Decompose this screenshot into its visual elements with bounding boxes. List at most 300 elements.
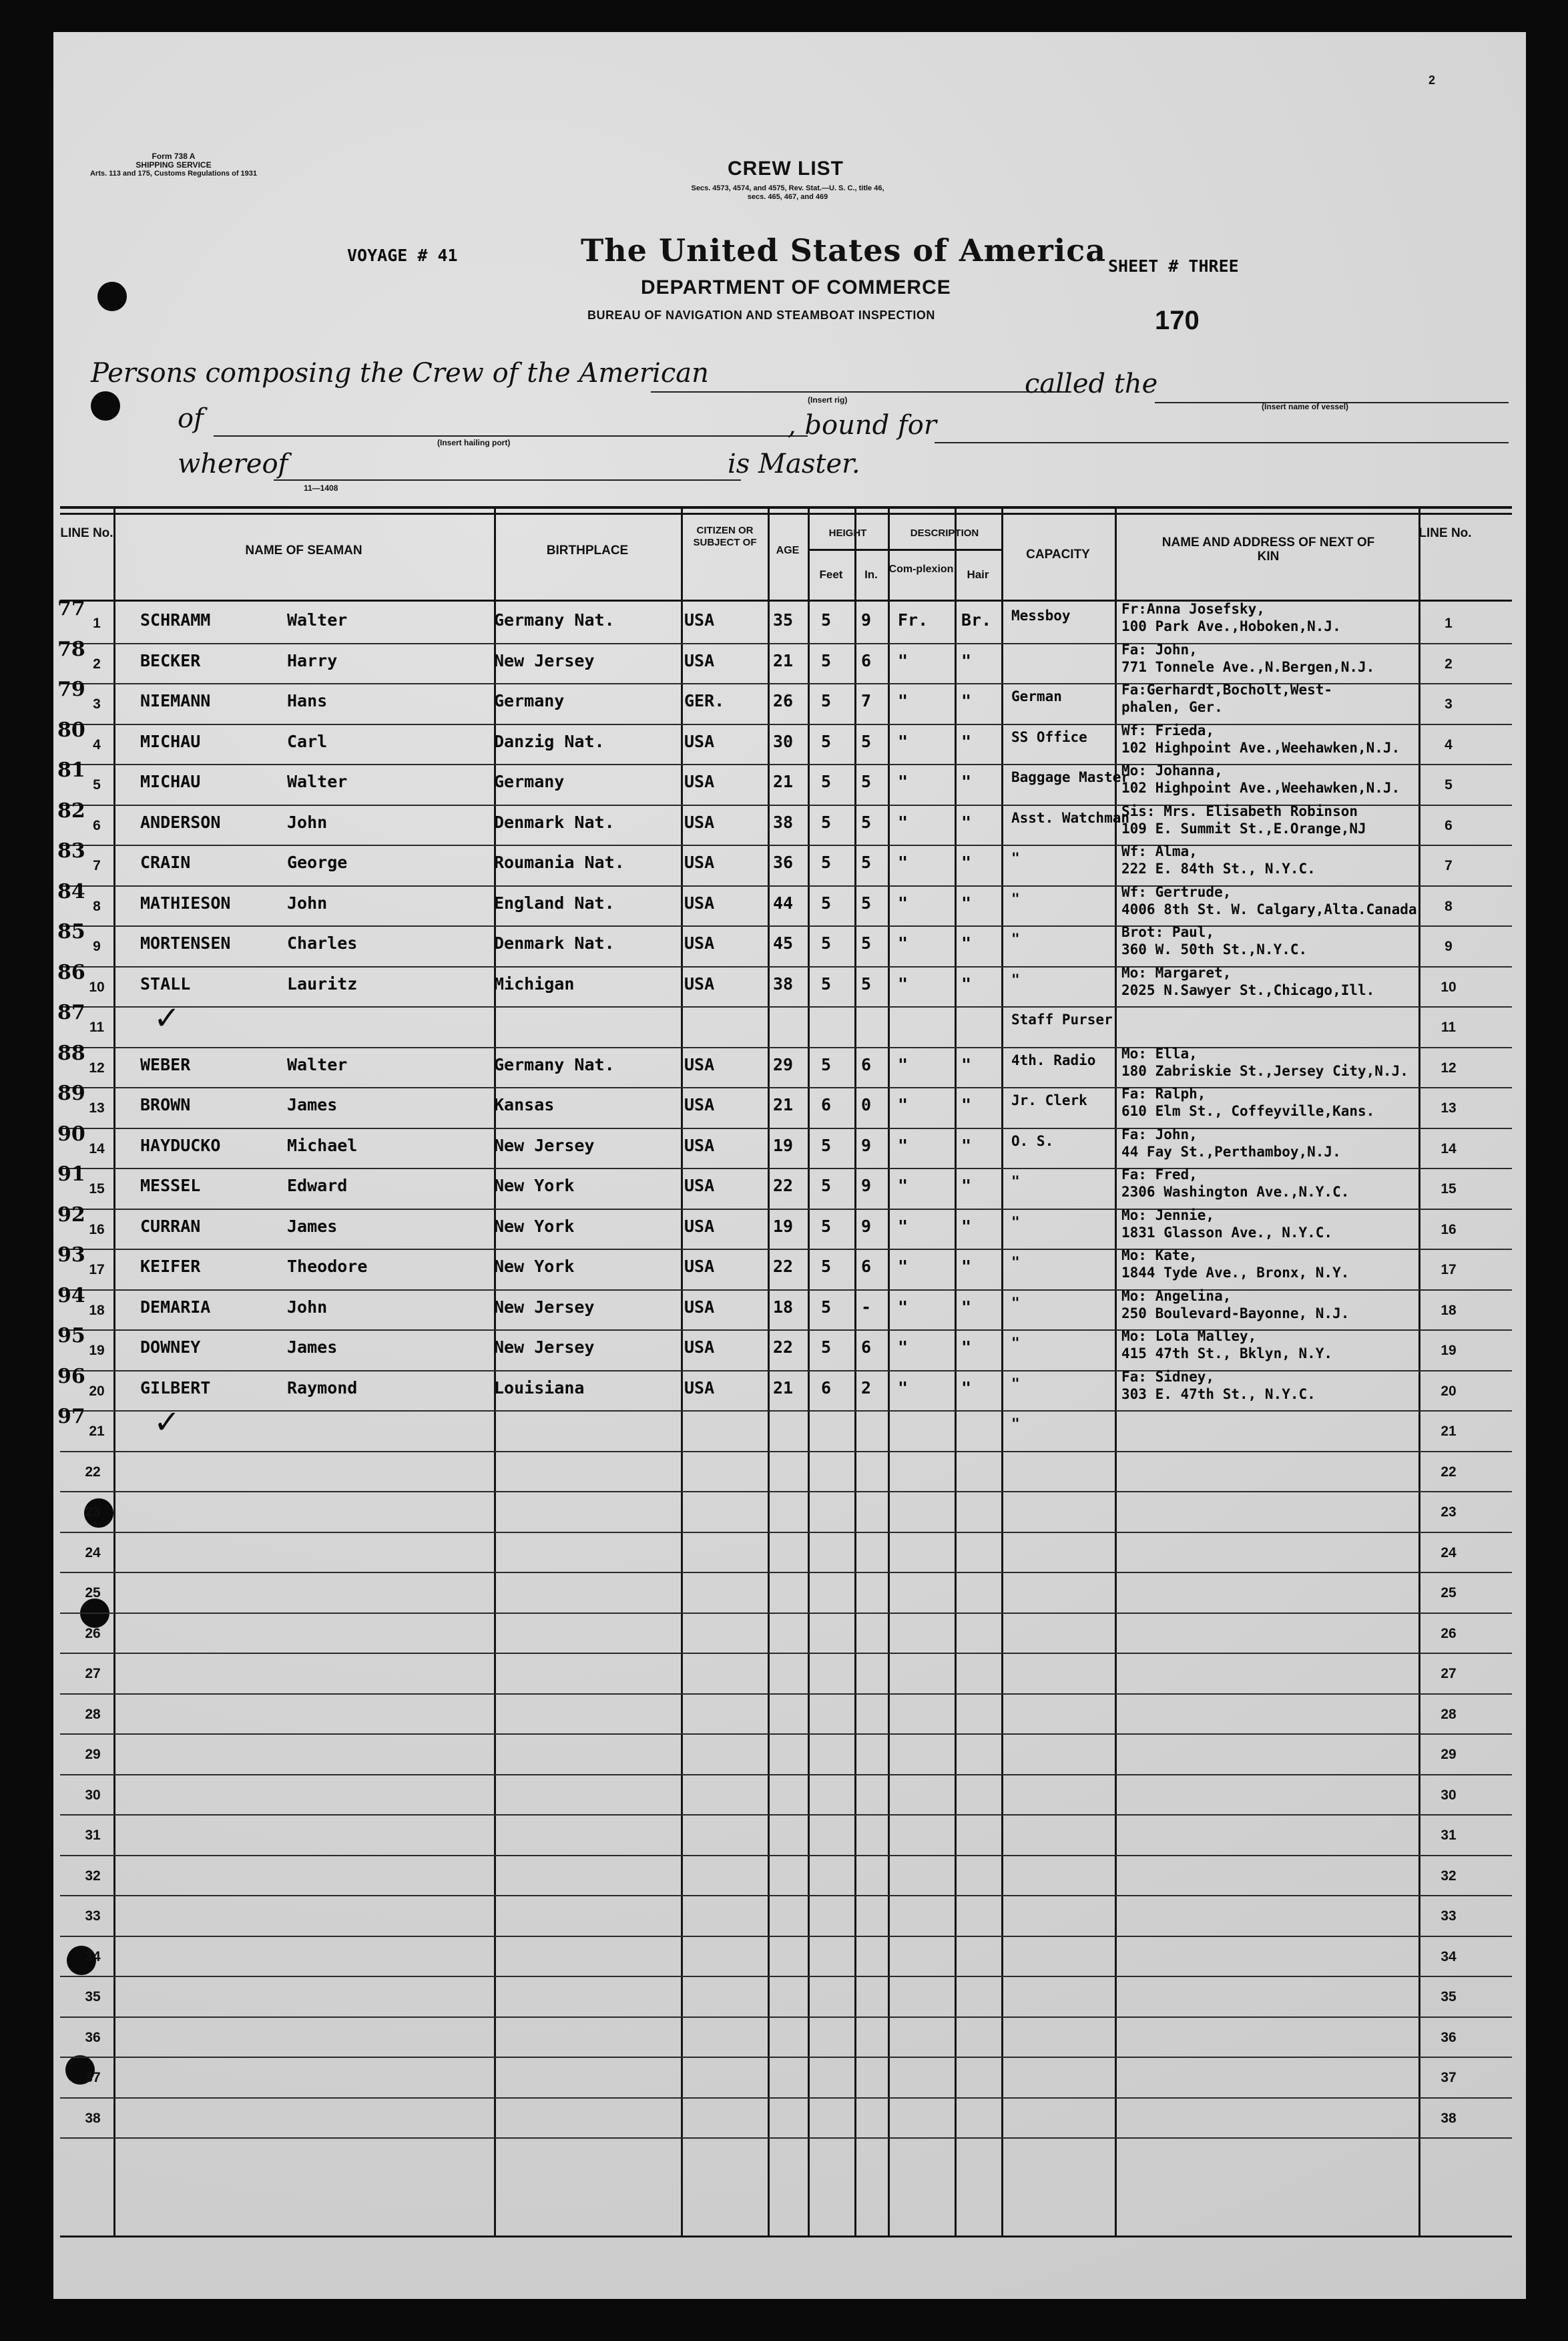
height-feet: 5 xyxy=(821,691,832,710)
age: 22 xyxy=(773,1337,794,1357)
line-number-right: 6 xyxy=(1445,817,1453,833)
intro-is-master: is Master. xyxy=(728,449,860,479)
col-height: HEIGHT xyxy=(828,527,867,539)
row-rule xyxy=(60,1653,1512,1654)
line-number: 20 xyxy=(89,1383,105,1399)
height-inches: 6 xyxy=(861,1337,872,1357)
seaman-surname: SCHRAMM xyxy=(140,610,211,630)
seaman-given-name: Theodore xyxy=(287,1257,368,1276)
line-number: 22 xyxy=(85,1464,101,1480)
row-rule xyxy=(60,1168,1512,1169)
line-number-right: 1 xyxy=(1445,616,1453,631)
line-number-right: 36 xyxy=(1441,2029,1457,2045)
complexion: " xyxy=(898,1176,908,1195)
line-number-right: 34 xyxy=(1441,1948,1457,1964)
line-number-right: 30 xyxy=(1441,1787,1457,1803)
birthplace: New Jersey xyxy=(494,650,595,670)
age: 22 xyxy=(773,1257,794,1276)
line-number: 16 xyxy=(89,1221,105,1237)
height-feet: 5 xyxy=(821,1176,832,1195)
line-number: 9 xyxy=(93,939,101,954)
next-of-kin-name: Mo: Kate, xyxy=(1121,1247,1198,1263)
seaman-given-name: James xyxy=(287,1095,338,1114)
age: 30 xyxy=(773,731,794,751)
form-number: Form 738 A SHIPPING SERVICE Arts. 113 and 175, Customs Regulations of 1931 xyxy=(89,152,258,178)
age: 26 xyxy=(773,691,794,710)
birthplace: Germany Nat. xyxy=(494,610,615,630)
seaman-surname: STALL xyxy=(140,974,191,994)
handwritten-crew-number: 85 xyxy=(57,920,85,943)
height-inches: 9 xyxy=(861,1176,872,1195)
line-number: 2 xyxy=(93,656,101,672)
handwritten-crew-number: 91 xyxy=(57,1162,85,1186)
line-number: 7 xyxy=(93,858,101,873)
row-rule xyxy=(60,1733,1512,1735)
complexion: " xyxy=(898,1257,908,1276)
birthplace: Denmark Nat. xyxy=(494,812,615,832)
line-number: 24 xyxy=(85,1544,101,1560)
row-rule xyxy=(60,1532,1512,1533)
height-inches: 9 xyxy=(861,1135,872,1155)
col-inches: In. xyxy=(864,568,878,581)
capacity: Baggage Master xyxy=(1011,769,1130,785)
height-feet: 5 xyxy=(821,1135,832,1155)
height-feet: 5 xyxy=(821,772,832,791)
intro-line-1: Persons composing the Crew of the American xyxy=(91,358,709,389)
seaman-given-name: Harry xyxy=(287,650,338,670)
line-number-right: 35 xyxy=(1441,1989,1457,2004)
citizenship: USA xyxy=(684,650,715,670)
handwritten-crew-number: 92 xyxy=(57,1203,85,1227)
line-number: 29 xyxy=(85,1747,101,1762)
handwritten-crew-number: 83 xyxy=(57,839,85,863)
row-rule xyxy=(60,1855,1512,1856)
citizenship: USA xyxy=(684,1176,715,1195)
line-number-right: 22 xyxy=(1441,1464,1457,1480)
birthplace: New Jersey xyxy=(494,1135,595,1155)
handwritten-crew-number: 93 xyxy=(57,1243,85,1267)
handwritten-crew-number: 79 xyxy=(57,678,85,701)
complexion: " xyxy=(898,1135,908,1155)
line-number-right: 32 xyxy=(1441,1868,1457,1884)
height-feet: 5 xyxy=(821,933,832,953)
line-number-right: 38 xyxy=(1441,2110,1457,2126)
age: 36 xyxy=(773,853,794,872)
row-rule xyxy=(60,643,1512,644)
row-rule xyxy=(60,2137,1512,2139)
hair: " xyxy=(961,1054,972,1074)
complexion: " xyxy=(898,650,908,670)
line-number: 15 xyxy=(89,1181,105,1197)
next-of-kin-address: 109 E. Summit St.,E.Orange,NJ xyxy=(1121,820,1366,837)
col-next-of-kin: NAME AND ADDRESS OF NEXT OF KIN xyxy=(1161,536,1375,564)
next-of-kin-name: Fr:Anna Josefsky, xyxy=(1121,601,1265,617)
row-rule xyxy=(60,1329,1512,1331)
insert-rig-label: (Insert rig) xyxy=(808,395,848,405)
seaman-surname: ANDERSON xyxy=(140,812,221,832)
capacity: SS Office xyxy=(1011,728,1087,745)
citizenship: USA xyxy=(684,853,715,872)
hair: " xyxy=(961,691,972,710)
seaman-surname: CURRAN xyxy=(140,1216,201,1236)
complexion: " xyxy=(898,893,908,913)
line-number-right: 19 xyxy=(1441,1343,1457,1358)
seaman-given-name: Walter xyxy=(287,772,348,791)
next-of-kin-address: 100 Park Ave.,Hoboken,N.J. xyxy=(1121,618,1341,634)
line-number-right: 14 xyxy=(1441,1140,1457,1156)
line-number: 31 xyxy=(85,1828,101,1843)
complexion: " xyxy=(898,1337,908,1357)
height-inches: - xyxy=(861,1297,872,1317)
birthplace: Louisiana xyxy=(494,1377,585,1398)
line-number-right: 37 xyxy=(1441,2070,1457,2085)
line-number-right: 18 xyxy=(1441,1302,1457,1318)
next-of-kin-address: 1844 Tyde Ave., Bronx, N.Y. xyxy=(1121,1265,1350,1281)
handwritten-crew-number: 77 xyxy=(57,597,85,620)
complexion: " xyxy=(898,853,908,872)
seaman-surname: MESSEL xyxy=(140,1176,201,1195)
line-number: 37 xyxy=(85,2070,101,2085)
hair: " xyxy=(961,1337,972,1357)
next-of-kin-address: 360 W. 50th St.,N.Y.C. xyxy=(1121,941,1308,957)
age: 21 xyxy=(773,772,794,791)
sheet-number: SHEET # THREE xyxy=(1108,256,1239,276)
page-number: 170 xyxy=(1155,306,1200,335)
handwritten-crew-number: 82 xyxy=(57,799,85,823)
citizenship: USA xyxy=(684,610,715,630)
next-of-kin-address: 2306 Washington Ave.,N.Y.C. xyxy=(1121,1184,1350,1200)
intro-bound-for: , bound for xyxy=(788,410,937,441)
next-of-kin-address: 250 Boulevard-Bayonne, N.J. xyxy=(1121,1305,1350,1321)
seaman-given-name: Carl xyxy=(287,731,328,751)
citizenship: USA xyxy=(684,812,715,832)
capacity: " xyxy=(1011,1173,1020,1189)
birthplace: Denmark Nat. xyxy=(494,933,615,953)
next-of-kin-name: Mo: Lola Malley, xyxy=(1121,1328,1257,1344)
col-line-no-right: LINE No. xyxy=(1418,526,1472,540)
line-number: 26 xyxy=(85,1625,101,1641)
next-of-kin-address: 180 Zabriskie St.,Jersey City,N.J. xyxy=(1121,1062,1408,1079)
insert-port-label: (Insert hailing port) xyxy=(437,438,511,447)
capacity: Messboy xyxy=(1011,608,1071,624)
next-of-kin-address: 415 47th St., Bklyn, N.Y. xyxy=(1121,1345,1333,1361)
complexion: " xyxy=(898,772,908,791)
next-of-kin-name: Brot: Paul, xyxy=(1121,924,1215,940)
line-number: 3 xyxy=(93,696,101,712)
citizenship: USA xyxy=(684,1257,715,1276)
height-inches: 5 xyxy=(861,772,872,791)
row-rule xyxy=(60,1451,1512,1452)
complexion: " xyxy=(898,812,908,832)
capacity: German xyxy=(1011,688,1062,704)
line-number-right: 12 xyxy=(1441,1060,1457,1076)
handwritten-crew-number: 86 xyxy=(57,960,85,984)
seaman-given-name: Walter xyxy=(287,610,348,630)
row-rule xyxy=(60,2097,1512,2099)
col-line-no: LINE No. xyxy=(60,526,113,540)
capacity: " xyxy=(1011,1213,1020,1230)
seaman-given-name: James xyxy=(287,1216,338,1236)
next-of-kin-address: 303 E. 47th St., N.Y.C. xyxy=(1121,1386,1316,1402)
birthplace: Roumania Nat. xyxy=(494,853,625,872)
line-number: 10 xyxy=(89,979,105,995)
voyage-number: VOYAGE # 41 xyxy=(347,246,458,265)
handwritten-crew-number: 87 xyxy=(57,1001,85,1024)
handwritten-crew-number: 78 xyxy=(57,637,85,661)
crew-list-document xyxy=(53,32,1526,2299)
height-feet: 5 xyxy=(821,731,832,751)
hair: " xyxy=(961,893,972,913)
row-rule xyxy=(60,1249,1512,1250)
line-number-right: 31 xyxy=(1441,1828,1457,1843)
row-rule xyxy=(60,2016,1512,2018)
age: 21 xyxy=(773,1377,794,1398)
line-number: 27 xyxy=(85,1666,101,1681)
birthplace: New Jersey xyxy=(494,1297,595,1317)
citizenship: USA xyxy=(684,1297,715,1317)
complexion: Fr. xyxy=(898,610,929,630)
birthplace: Michigan xyxy=(494,974,575,994)
next-of-kin-address: 44 Fay St.,Perthamboy,N.J. xyxy=(1121,1143,1341,1160)
citizenship: USA xyxy=(684,1095,715,1114)
height-feet: 5 xyxy=(821,1257,832,1276)
row-rule xyxy=(60,1976,1512,1977)
next-of-kin-address: 222 E. 84th St., N.Y.C. xyxy=(1121,861,1316,877)
seaman-given-name: John xyxy=(287,812,328,832)
insert-vessel-label: (Insert name of vessel) xyxy=(1262,402,1349,411)
line-number: 30 xyxy=(85,1787,101,1803)
line-number: 11 xyxy=(89,1020,105,1035)
hair: " xyxy=(961,731,972,751)
handwritten-crew-number: 84 xyxy=(57,879,85,903)
row-rule xyxy=(60,1209,1512,1210)
height-inches: 5 xyxy=(861,731,872,751)
birthplace: England Nat. xyxy=(494,893,615,913)
line-number-right: 20 xyxy=(1441,1383,1457,1399)
height-feet: 5 xyxy=(821,812,832,832)
hair: " xyxy=(961,1216,972,1236)
next-of-kin-name: Wf: Gertrude, xyxy=(1121,883,1232,900)
handwritten-crew-number: 95 xyxy=(57,1324,85,1347)
citizenship: USA xyxy=(684,1337,715,1357)
birthplace: New York xyxy=(494,1216,575,1236)
capacity: 4th. Radio xyxy=(1011,1052,1096,1068)
line-number: 14 xyxy=(89,1140,105,1156)
seaman-surname: MICHAU xyxy=(140,772,201,791)
check-mark: ✓ xyxy=(154,1000,181,1037)
row-rule xyxy=(60,1370,1512,1371)
height-inches: 5 xyxy=(861,853,872,872)
document-title: CREW LIST xyxy=(728,158,844,180)
line-number-right: 8 xyxy=(1445,898,1453,914)
citizenship: USA xyxy=(684,772,715,791)
line-number-right: 26 xyxy=(1441,1625,1457,1641)
line-number: 36 xyxy=(85,2029,101,2045)
next-of-kin-name: Mo: Johanna, xyxy=(1121,763,1223,779)
height-feet: 5 xyxy=(821,1297,832,1317)
row-rule xyxy=(60,1289,1512,1291)
row-rule xyxy=(60,1410,1512,1412)
complexion: " xyxy=(898,1216,908,1236)
capacity: " xyxy=(1011,1335,1020,1351)
line-number: 34 xyxy=(85,1948,101,1964)
complexion: " xyxy=(898,933,908,953)
seaman-surname: DOWNEY xyxy=(140,1337,201,1357)
line-number: 13 xyxy=(89,1100,105,1116)
row-rule xyxy=(60,925,1512,927)
line-number-right: 5 xyxy=(1445,777,1453,793)
seaman-surname: BECKER xyxy=(140,650,201,670)
seaman-given-name: Lauritz xyxy=(287,974,358,994)
next-of-kin-name: Fa: Fred, xyxy=(1121,1166,1198,1183)
citizenship: USA xyxy=(684,1377,715,1398)
line-number-right: 23 xyxy=(1441,1504,1457,1520)
handwritten-crew-number: 89 xyxy=(57,1082,85,1105)
next-of-kin-name: Mo: Angelina, xyxy=(1121,1287,1232,1304)
seaman-given-name: George xyxy=(287,853,348,872)
handwritten-crew-number: 94 xyxy=(57,1283,85,1307)
seaman-given-name: Michael xyxy=(287,1135,358,1155)
line-number: 1 xyxy=(93,616,101,631)
next-of-kin-address: 102 Highpoint Ave.,Weehawken,N.J. xyxy=(1121,739,1400,756)
row-rule xyxy=(60,1814,1512,1816)
col-hair: Hair xyxy=(967,568,989,581)
line-number-right: 33 xyxy=(1441,1908,1457,1924)
seaman-given-name: Raymond xyxy=(287,1377,358,1398)
height-inches: 2 xyxy=(861,1377,872,1398)
handwritten-crew-number: 88 xyxy=(57,1041,85,1065)
col-capacity: CAPACITY xyxy=(1026,548,1090,562)
citizenship: GER. xyxy=(684,691,725,710)
next-of-kin-address: 610 Elm St., Coffeyville,Kans. xyxy=(1121,1103,1375,1119)
row-rule xyxy=(60,764,1512,765)
hair: Br. xyxy=(961,610,992,630)
next-of-kin-name: Fa: John, xyxy=(1121,641,1198,658)
intro-line-3: whereof xyxy=(178,449,288,479)
citizenship: USA xyxy=(684,1054,715,1074)
capacity: " xyxy=(1011,850,1020,866)
next-of-kin-address: 102 Highpoint Ave.,Weehawken,N.J. xyxy=(1121,780,1400,796)
citizenship: USA xyxy=(684,1216,715,1236)
complexion: " xyxy=(898,1054,908,1074)
hair: " xyxy=(961,1377,972,1398)
seaman-given-name: James xyxy=(287,1337,338,1357)
line-number: 8 xyxy=(93,898,101,914)
complexion: " xyxy=(898,731,908,751)
hair: " xyxy=(961,772,972,791)
seaman-given-name: Charles xyxy=(287,933,358,953)
next-of-kin-address: phalen, Ger. xyxy=(1121,699,1223,715)
col-description: DESCRIPTION xyxy=(910,527,979,539)
line-number: 4 xyxy=(93,736,101,753)
line-number: 17 xyxy=(89,1262,105,1277)
complexion: " xyxy=(898,974,908,994)
seaman-given-name: Walter xyxy=(287,1054,348,1074)
height-inches: 9 xyxy=(861,610,872,630)
age: 35 xyxy=(773,610,794,630)
birthplace: New York xyxy=(494,1176,575,1195)
row-rule xyxy=(60,1491,1512,1492)
birthplace: Kansas xyxy=(494,1095,555,1114)
next-of-kin-name: Wf: Frieda, xyxy=(1121,722,1215,738)
hair: " xyxy=(961,650,972,670)
height-inches: 5 xyxy=(861,933,872,953)
country-title: The United States of America xyxy=(581,232,1107,268)
seaman-surname: BROWN xyxy=(140,1095,191,1114)
row-rule xyxy=(60,885,1512,887)
punch-hole xyxy=(97,282,127,311)
line-number-right: 4 xyxy=(1445,736,1453,753)
punch-hole xyxy=(91,391,120,421)
line-number-right: 16 xyxy=(1441,1221,1457,1237)
form-code: 11—1408 xyxy=(304,483,338,493)
line-number: 18 xyxy=(89,1302,105,1318)
line-number: 19 xyxy=(89,1343,105,1358)
seaman-surname: MATHIESON xyxy=(140,893,231,913)
line-number-right: 2 xyxy=(1445,656,1453,672)
line-number-right: 29 xyxy=(1441,1747,1457,1762)
line-number-right: 24 xyxy=(1441,1544,1457,1560)
capacity: " xyxy=(1011,971,1020,988)
row-rule xyxy=(60,1693,1512,1695)
height-inches: 0 xyxy=(861,1095,872,1114)
line-number: 33 xyxy=(85,1908,101,1924)
capacity: " xyxy=(1011,931,1020,947)
seaman-surname: DEMARIA xyxy=(140,1297,211,1317)
hair: " xyxy=(961,974,972,994)
hair: " xyxy=(961,853,972,872)
seaman-given-name: Hans xyxy=(287,691,328,710)
statute-reference: Secs. 4573, 4574, and 4575, Rev. Stat.—U. S. C., title 46, secs. 465, 467, and 469 xyxy=(691,184,884,201)
capacity: " xyxy=(1011,890,1020,907)
next-of-kin-name: Mo: Jennie, xyxy=(1121,1207,1215,1223)
capacity: Staff Purser xyxy=(1011,1012,1113,1028)
height-feet: 5 xyxy=(821,1337,832,1357)
col-feet: Feet xyxy=(819,568,843,581)
line-number-right: 21 xyxy=(1441,1424,1457,1439)
citizenship: USA xyxy=(684,933,715,953)
intro-line-2: of xyxy=(178,403,204,434)
row-rule xyxy=(60,966,1512,968)
citizenship: USA xyxy=(684,731,715,751)
hair: " xyxy=(961,1135,972,1155)
next-of-kin-address: 1831 Glasson Ave., N.Y.C. xyxy=(1121,1224,1333,1241)
col-birthplace: BIRTHPLACE xyxy=(546,544,629,558)
next-of-kin-name: Fa:Gerhardt,Bocholt,West- xyxy=(1121,682,1333,698)
next-of-kin-name: Wf: Alma, xyxy=(1121,843,1198,859)
citizenship: USA xyxy=(684,974,715,994)
check-mark: ✓ xyxy=(154,1404,181,1441)
row-rule xyxy=(60,1774,1512,1775)
next-of-kin-address: 4006 8th St. W. Calgary,Alta.Canada xyxy=(1121,901,1417,917)
capacity: " xyxy=(1011,1416,1020,1432)
hair: " xyxy=(961,1095,972,1114)
department-name: DEPARTMENT OF COMMERCE xyxy=(641,276,951,298)
height-inches: 7 xyxy=(861,691,872,710)
seaman-given-name: John xyxy=(287,1297,328,1317)
row-rule xyxy=(60,724,1512,725)
seaman-given-name: John xyxy=(287,893,328,913)
hair: " xyxy=(961,933,972,953)
height-feet: 5 xyxy=(821,974,832,994)
capacity: Asst. Watchman xyxy=(1011,809,1130,826)
seaman-surname: NIEMANN xyxy=(140,691,211,710)
row-rule xyxy=(60,1936,1512,1937)
corner-mark: 2 xyxy=(1428,73,1436,87)
height-inches: 6 xyxy=(861,1257,872,1276)
col-name: NAME OF SEAMAN xyxy=(245,544,362,558)
seaman-surname: WEBER xyxy=(140,1054,191,1074)
